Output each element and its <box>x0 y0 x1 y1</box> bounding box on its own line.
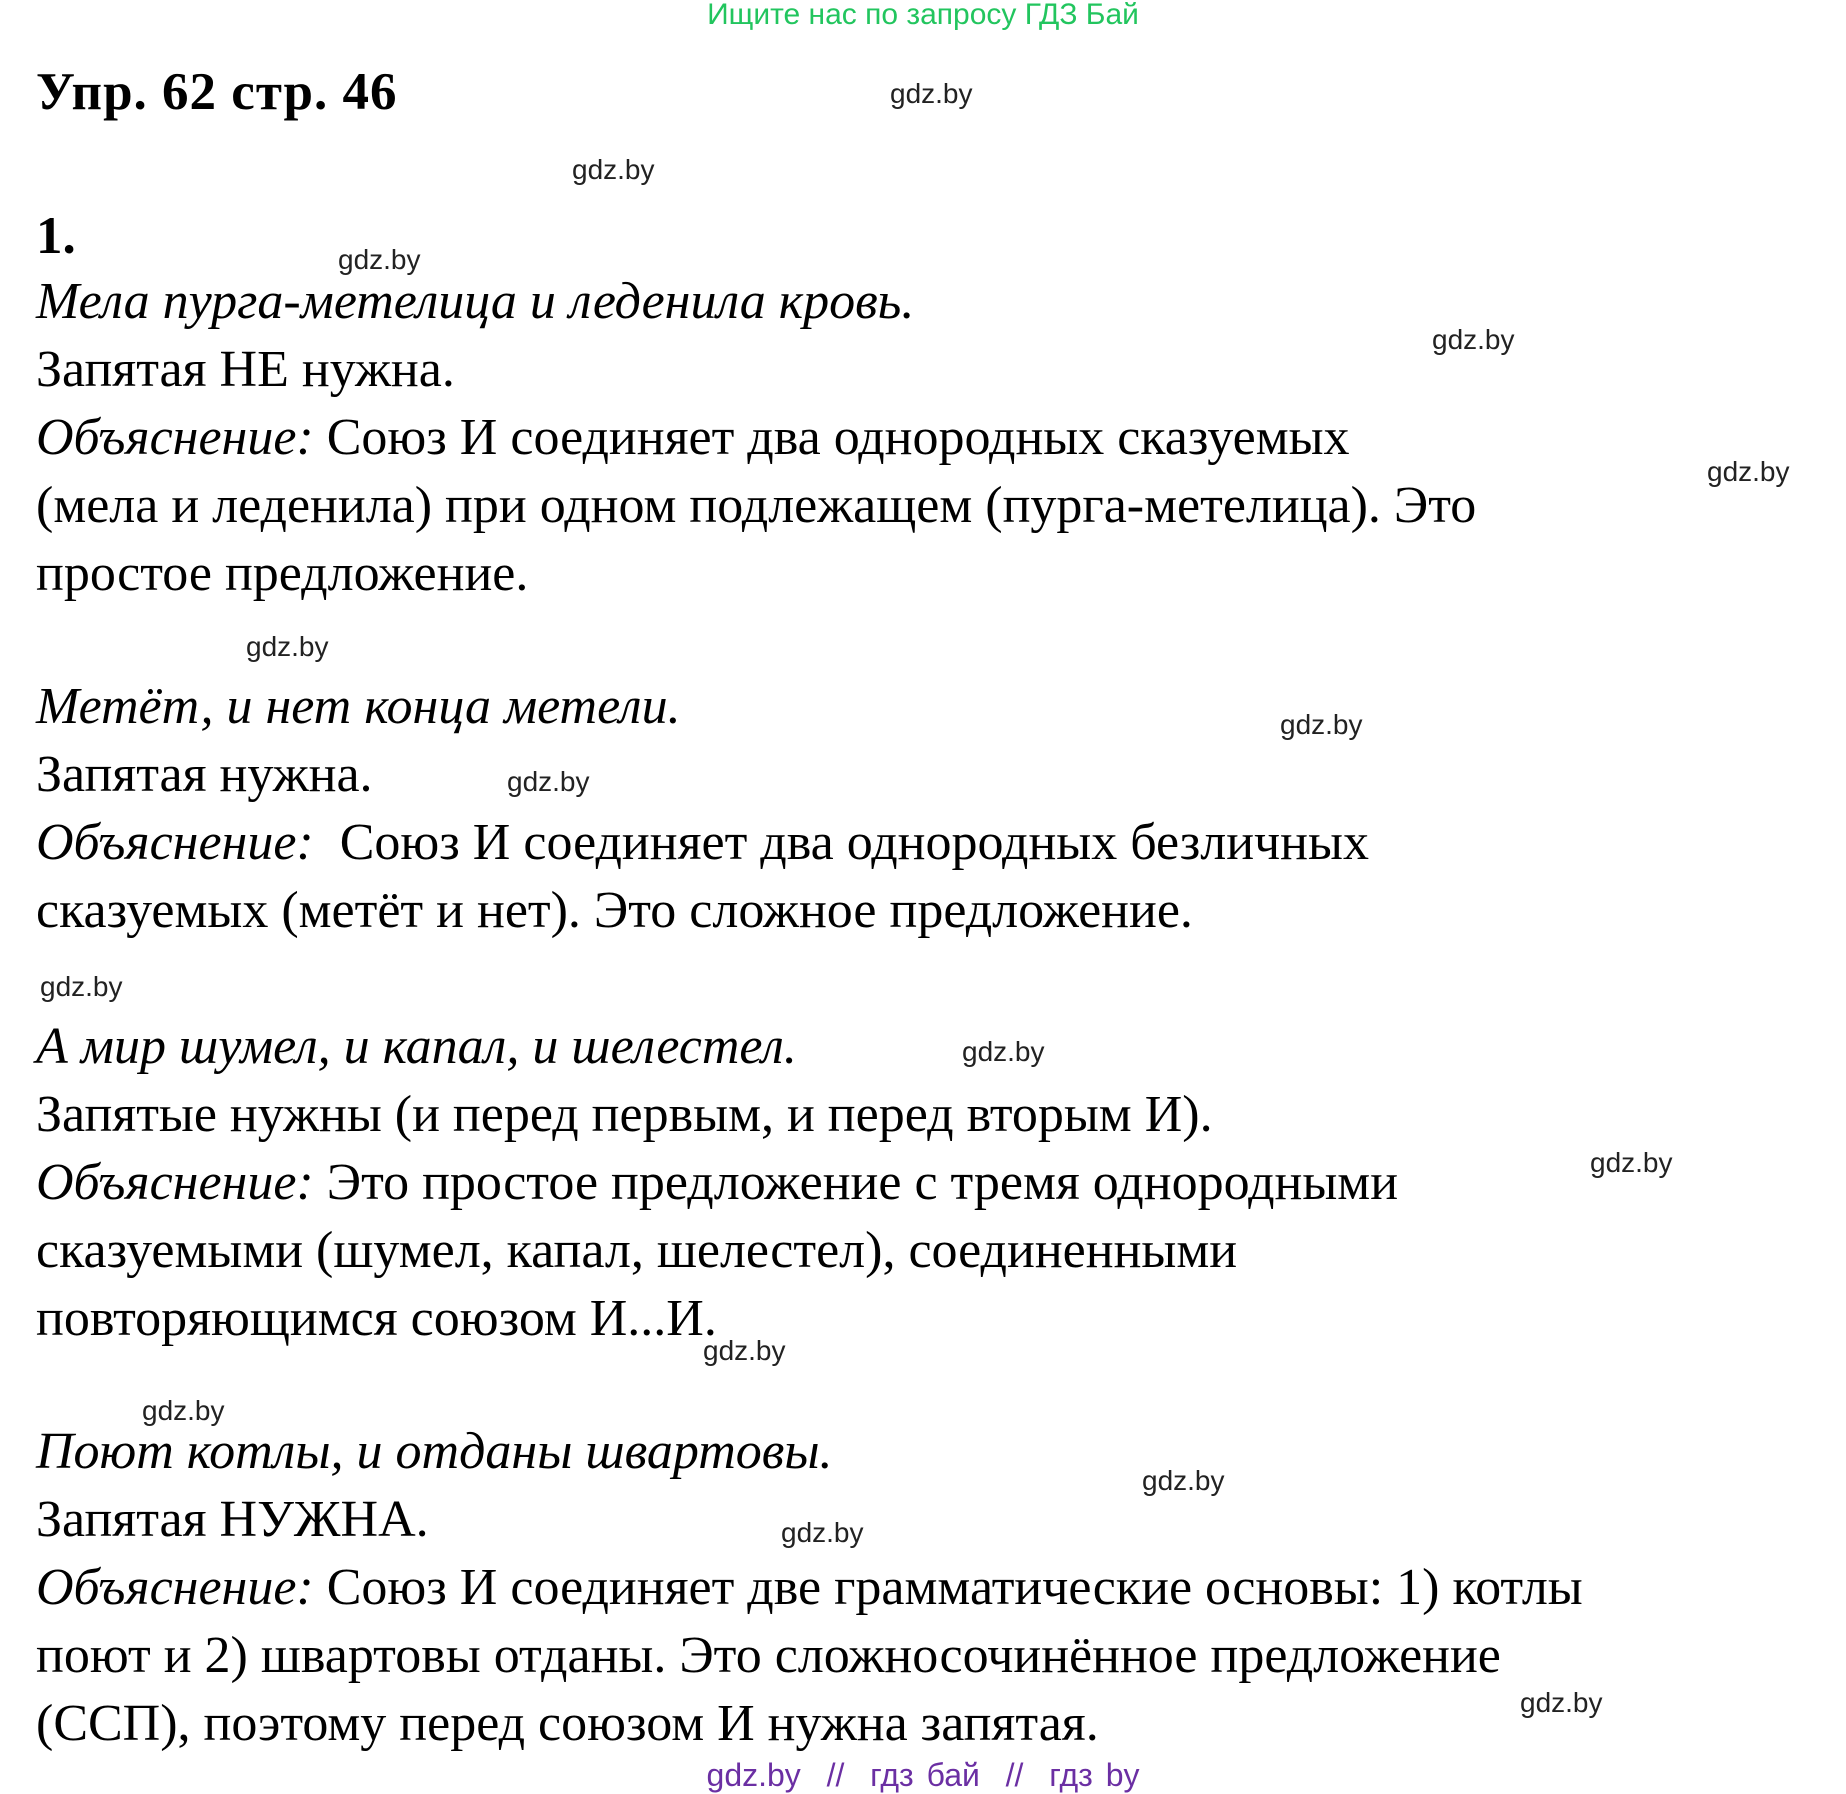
watermark: gdz.by <box>890 78 973 109</box>
watermark: gdz.by <box>142 1395 225 1426</box>
watermark: gdz.by <box>572 154 655 185</box>
watermark: gdz.by <box>1707 456 1790 487</box>
watermark: gdz.by <box>338 244 421 275</box>
explanation-label: Объяснение: <box>36 814 314 871</box>
watermark: gdz.by <box>507 766 590 797</box>
watermark: gdz.by <box>1432 324 1515 355</box>
footer-watermark: gdz.by // гдз бай // гдз by <box>706 1757 1140 1793</box>
explanation-1-line-2: (мела и леденила) при одном подлежащем (пурга-метелица). Это <box>36 477 1477 534</box>
explanation-2-line-1 <box>36 809 1369 877</box>
explanation-1-line-3: простое предложение. <box>36 545 529 602</box>
task-number: 1. <box>36 207 76 265</box>
watermark: gdz.by <box>1142 1465 1225 1496</box>
verdict-4: Запятая НУЖНА. <box>36 1491 429 1548</box>
example-sentence-4: Поют котлы, и отданы швартовы. <box>36 1423 833 1480</box>
explanation-text: Это простое предложение с тремя однородными <box>313 1154 1399 1211</box>
watermark: gdz.by <box>40 971 123 1002</box>
watermark: gdz.by <box>1280 709 1363 740</box>
explanation-1-line-1 <box>36 404 1350 472</box>
verdict-3: Запятые нужны (и перед первым, и перед вторым И). <box>36 1086 1213 1143</box>
exercise-header: Упр. 62 стр. 46 <box>36 63 398 121</box>
top-banner: Ищите нас по запросу ГДЗ Бай <box>707 0 1139 31</box>
watermark: gdz.by <box>962 1036 1045 1067</box>
explanation-3-line-2: сказуемыми (шумел, капал, шелестел), соединенными <box>36 1222 1238 1279</box>
example-sentence-3: А мир шумел, и капал, и шелестел. <box>36 1018 797 1075</box>
watermark: gdz.by <box>1590 1147 1673 1178</box>
explanation-text: Союз И соединяет две грамматические основы: 1) котлы <box>313 1559 1583 1616</box>
example-sentence-2: Метёт, и нет конца метели. <box>36 678 681 735</box>
explanation-label: Объяснение: <box>36 409 314 466</box>
explanation-label: Объяснение: <box>36 1154 314 1211</box>
example-sentence-1: Мела пурга-метелица и леденила кровь. <box>36 273 915 330</box>
verdict-1: Запятая НЕ нужна. <box>36 341 455 398</box>
watermark: gdz.by <box>781 1517 864 1548</box>
explanation-4-line-2: поют и 2) швартовы отданы. Это сложносочинённое предложение <box>36 1627 1501 1684</box>
verdict-2: Запятая нужна. <box>36 746 373 803</box>
explanation-3-line-3: повторяющимся союзом И...И. <box>36 1290 717 1347</box>
watermark: gdz.by <box>703 1335 786 1366</box>
explanation-4-line-1 <box>36 1554 1583 1622</box>
explanation-4-line-3: (ССП), поэтому перед союзом И нужна запятая. <box>36 1695 1099 1752</box>
watermark: gdz.by <box>1520 1687 1603 1718</box>
explanation-label: Объяснение: <box>36 1559 314 1616</box>
explanation-2-line-2: сказуемых (метёт и нет). Это сложное предложение. <box>36 882 1193 939</box>
explanation-text: Союз И соединяет два однородных сказуемых <box>313 409 1350 466</box>
explanation-text: Союз И соединяет два однородных безличных <box>313 814 1369 871</box>
explanation-3-line-1 <box>36 1149 1398 1217</box>
watermark: gdz.by <box>246 631 329 662</box>
